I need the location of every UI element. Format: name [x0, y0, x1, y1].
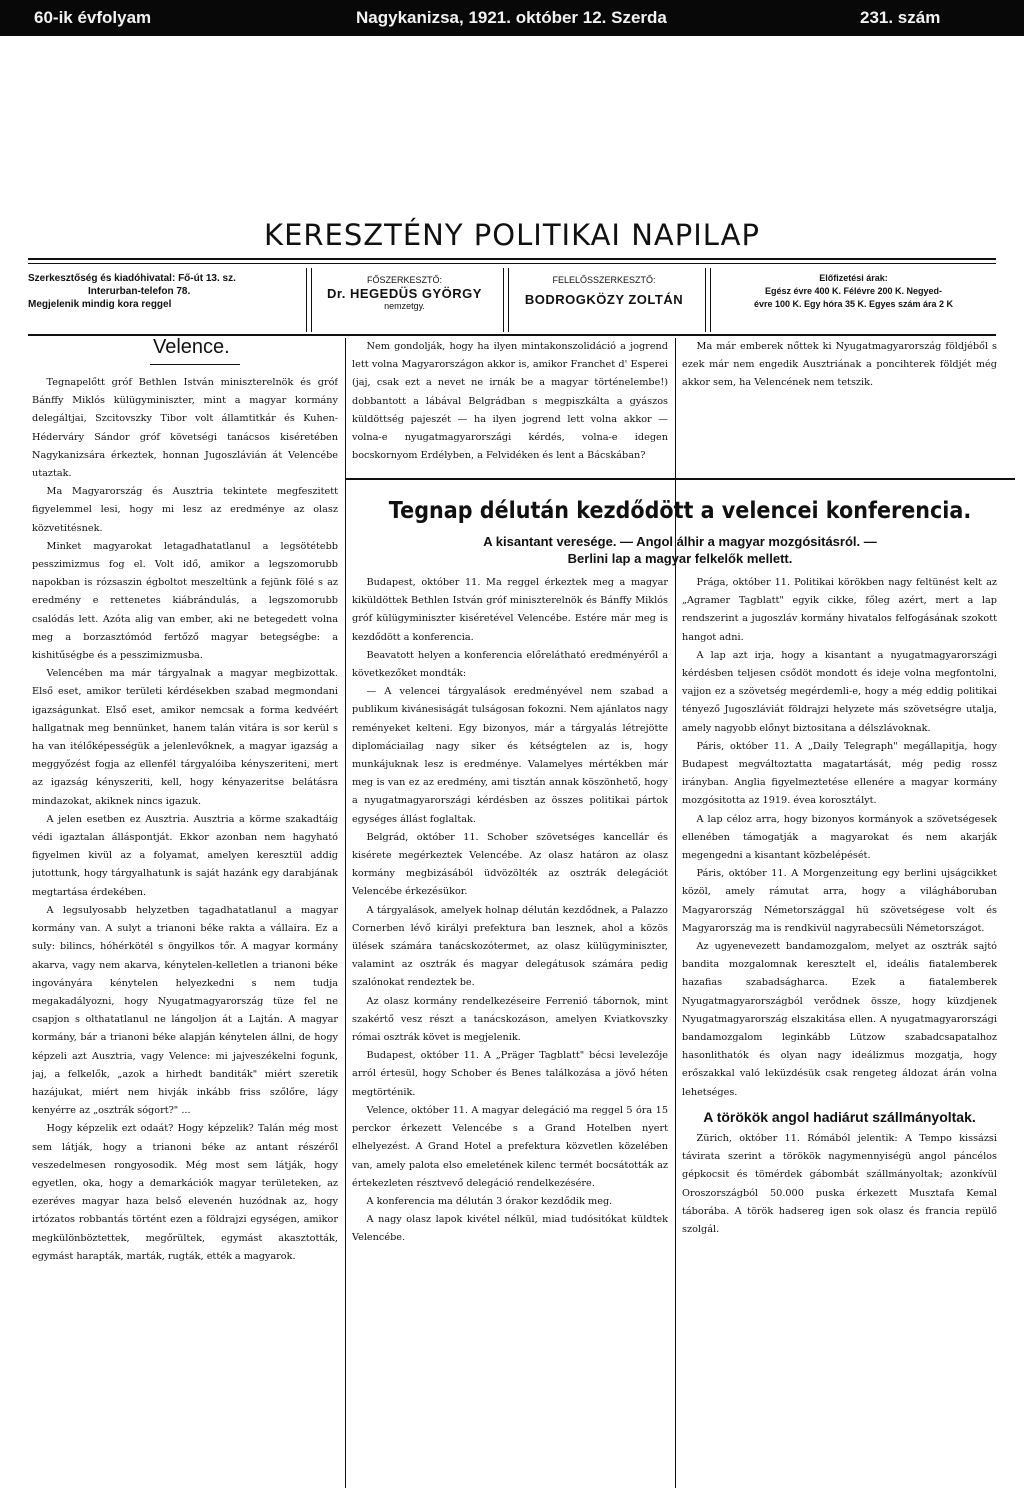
article-paragraph: Zürich, október 11. Rómából jelentik: A Tempo kissázsi távirata szerint a törökök nagymennyiségü angol páncélos gépkocsit és tömérdek gábombát szállmányoltak; azonkívül Oroszországból 50.000 puska érkezett Musztafa Kemal táborába. A török hadsereg igen sok olasz és francia repülő szolgál.: [682, 1132, 997, 1235]
conference-headline: Tegnap délután kezdődött a velencei konferencia.: [388, 498, 972, 524]
article-paragraph: A lap azt irja, hogy a kisantant a nyugatmagyarországi kérdésben teljesen csődöt mondott és ideje volna megfontolni, vajjon ez a szövetség megérdemli-e, hogy a még eddig politikai tényező Jugoszláviát földrajzi helyzete más szövetségre utalja, amely nagyobb előnyt biztositana a délszlávoknak.: [682, 649, 997, 734]
column-1: [32, 374, 338, 1489]
office-publication: Megjelenik mindig kora reggel: [28, 299, 172, 310]
velence-heading: Velence.: [153, 336, 230, 358]
dateline: Nagykanizsa, 1921. október 12. Szerda: [356, 8, 667, 27]
article-paragraph: Az olasz kormány rendelkezéseire Ferrenió tábornok, mint szakértő vesz részt a tanácskozáson, amelyen Kviatkovszky római osztrák követ is megjelenik.: [352, 995, 668, 1044]
chief-editor-name: Dr. HEGEDÜS GYÖRGY: [327, 286, 482, 301]
article-paragraph: Az ugyenevezett bandamozgalom, melyet az osztrák sajtó bandita mozgalomnak keresztelt el, ideális fiatalemberek hazafias szabadságharca. Ezek a fiatalemberek Nyugatmagyarországból verődnek össze, hogy küzdjenek Nyugatmagyarország elszakitása ellen. A nyugatmagyarországi bandamozgalom leginkább Lützow szabadcsapatalhoz hasonlithatók és olyan nagy ideálizmus mozgatja, hogy erőszakkal való leküzdésük csak rengeteg áldozat árán volna lehetséges.: [682, 941, 997, 1098]
turkish-headline: A törökök angol hadiárut szállmányoltak.: [703, 1108, 976, 1125]
article-paragraph: Páris, október 11. A Morgenzeitung egy berlini ujságcikket közöl, amely rámutat arra, hogy a világháboruban Magyarország Németországgal hü szövetségese volt és Magyarország ma is rendkivül nagyrabecsüli Németországot.: [682, 868, 997, 934]
article-paragraph: Belgrád, október 11. Schober szövetséges kancellár és kisérete megérkeztek Velencébe. Az olasz határon az olasz kormány megbizásából üdvözölték az osztrák delegációt Velencébe érkezésükor.: [352, 831, 668, 898]
article-paragraph: Budapest, október 11. A „Präger Tagblatt" bécsi levelezője arról értesül, hogy Schober és Benes találkozása a jövő héten megtörténik.: [352, 1050, 668, 1098]
article-paragraph: Hogy képzelik ezt odaát? Hogy képzelik? Talán még most sem látják, hogy a trianoni béke az antant részéről veszedelmesen rongyosodik. Még most sem látják, hogy egyetlen, oka, hogy a demarkációk magyar területeken, az ezeréves magyar haza belső elevenén huzódnak az, hogy irtózatos robbantás történt ezen a földrajzi egységen, amikor megkülönböztettek, megőrültek, egymást akasztották, egymást harapták, marták, rugták, ették a magyarok.: [32, 1123, 338, 1262]
conference-subheading-2: Berlini lap a magyar felkelők mellett.: [567, 551, 793, 566]
article-paragraph: A jelen esetben ez Ausztria. Ausztria a körme szakadtáig védi igaztalan álláspontját. Ekkor azonban nem hagyható figyelmen kivül az a folyamat, amelyen keresztül addig jutottunk, hogy tárgyalhatunk is saját hazánk egy darabjának megtartása érdekében.: [32, 813, 338, 898]
article-paragraph: A konferencia ma délután 3 órakor kezdődik meg.: [366, 1195, 613, 1207]
article-paragraph: Tegnapelőtt gróf Bethlen István miniszterelnök és gróf Bánffy Miklós külügyminiszter, mint a magyar kormány delegáltjai, Szcitovszky Tibor volt államtitkár és Kuhen-Héderváry Sándor gróf követségi tanácsos kiséretében Nagykanizsára érkeztek, honnan Jugoszlávián át Velencébe utaztak.: [32, 377, 338, 480]
article-paragraph: Beavatott helyen a konferencia előrelátható eredményéről a következőket mondták:: [352, 649, 668, 680]
office-address: Szerkesztőség és kiadóhivatal: Fő-út 13. sz.: [28, 273, 236, 284]
velence-heading-rule: [150, 364, 240, 365]
article-paragraph: Páris, október 11. A „Daily Telegraph" megállapitja, hogy Budapest megváltoztatta magatartását, még pedig rossz irányban. Anglia figyelmeztetése ellenére a magyar kormány mozgósitotta az 1919. évea korosztályt.: [682, 740, 997, 807]
article-paragraph: Ma Magyarország és Ausztria tekintete megfeszitett figyelemmel lesi, hogy mi lesz az eredménye az olasz közvetitésnek.: [32, 486, 338, 534]
article-paragraph: — A velencei tárgyalások eredményével nem szabad a publikum kivánesiságát tulságosan fokozni. Nem ajánlatos nagy reményeket kelteni. Egy bizonyos, már a tárgyalás létrejötte diplomáciailag nagy siker és kétségtelen az is, hogy munkájuknak lesz is eredménye. Valamelyes mértékben már meg is van ez az eredmény, ami tisztán annak köszönhető, hogy a nyugatmagyarországi kérdésben az összes politikai pártok egységes állást foglaltak.: [352, 686, 668, 825]
article-paragraph: A lap céloz arra, hogy bizonyos kormányok a szövetségesek ellenében támogatják a magyarokat és nem akarják megengedni a kisantant közbelépését.: [682, 813, 997, 862]
responsible-editor-title: FELELŐSSZERKESZTŐ:: [552, 275, 656, 285]
column-rule-1: [345, 338, 346, 1488]
masthead-rule-thin: [28, 263, 996, 264]
masthead-title: KERESZTÉNY POLITIKAI NAPILAP: [264, 218, 760, 252]
responsible-editor-box: [509, 268, 699, 332]
article-paragraph: Minket magyarokat letagadhatatlanul a legsötétebb pesszimizmus fog el. Volt idő, amikor a legszomorubb napokban is rózsaszin égboltot meszeltünk a fejünk fölé s az eredmény e rettenetes kiábrándulás, a legszomorubb csalódás lett. Azóta alig van ember, aki ne betegedett volna meg a borzasztómód fertőző magyar betegségbe: a kishitűségbe és a pesszimizmusba.: [32, 540, 338, 662]
article-paragraph: A nagy olasz lapok kivétel nélkül, miad tudósitókat küldtek Velencébe.: [352, 1214, 668, 1244]
column-3-top: [682, 338, 997, 472]
article-paragraph: Prága, október 11. Politikai körökben nagy feltünést kelt az „Agramer Tagblatt" egyik cikke, főleg azért, mert a lap rendszerint a jugoszláv kormány hivatalos felfogásának szokott hangot adni.: [682, 577, 997, 643]
chief-editor-note: nemzetgy.: [384, 301, 425, 311]
chief-editor-box: [312, 268, 497, 332]
issue-number: 231. szám: [860, 8, 941, 27]
top-banner: [0, 0, 1024, 36]
column-2-top: [352, 338, 668, 472]
article-paragraph: Velencében ma már tárgyalnak a magyar megbizottak. Első eset, amikor területi kérdésekben szabad megmondani igazságunkat. Első eset, amikor nemcsak a forma kedvéért hallgatnak meg bennünket, hanem talán vitára is sor kerül s ha van itélőképességük a jelenlevőknek, a magyar igazság a meggyőzést fogja az ellenfél tárgyalóiba kényszeriteni, mert az igazság kényszeriti, kell, hogy kényazeritse belátásra mindazokat, akiknek nincs igazuk.: [32, 668, 338, 807]
subscription-title: Előfizetési árak:: [819, 273, 888, 283]
article-paragraph: A legsulyosabb helyzetben tagadhatatlanul a magyar kormány van. A sulyt a trianoni béke rakta a vállaira. Ez a suly: bilincs, hóhérkötél s öngyilkos tőr. A magyar kormány akarva, vagy nem akarva, kénytelen-kelletlen a trianoni béke ingoványára kénytelen helyezkedni s nem tudja megakadályozni, hogy Nyugatmagyarország tüze fel ne csapjon s olthatatlanul ne lángoljon át a Lajtán. A magyar kormány, bár a trianoni béke alapján kénytelen állni, de hogy képzeli azt Ausztria, vagy Velence: mi jajveszékelni fogunk, jaj, a felkelők, „azok a hirhedt banditák" miért szeretik hazájukat, miért nem hivják inkább friss szőlőre, lágy kenyérre az „osztrák sógort?" ...: [32, 904, 338, 1117]
article-paragraph: Nem gondolják, hogy ha ilyen mintakonszolidáció a jogrend lett volna Magyarországon akkor is, amikor Franchet d' Esperei (jaj, csak ezt a nevet ne irnák be a magyar történelembe!) dobbantott a lábával Belgrádban s megpiszkálta a gyászos küldöttség pajeszét — ha ilyen jogrend lett volna akkor — volna-e nyugatmagyarországi kérdés, volna-e idegen bocskornyom Erdélyben, a Felvidéken és lent a Bácskában?: [352, 341, 668, 462]
subscription-prices-1: Egész évre 400 K. Félévre 200 K. Negyed-: [764, 286, 943, 296]
responsible-editor-name: BODROGKÖZY ZOLTÁN: [524, 292, 684, 307]
article-paragraph: Budapest, október 11. Ma reggel érkeztek meg a magyar kiküldöttek Bethlen István gróf miniszterelnök és Bánffy Miklós gróf külügyminiszter kiséretével Velencébe. Estére már meg is kezdődött a konferencia.: [352, 577, 668, 643]
office-info: [28, 268, 300, 332]
subscription-prices-2: évre 100 K. Egy hóra 35 K. Egyes szám ára 2 K: [753, 299, 954, 309]
article-paragraph: Velence, október 11. A magyar delegáció ma reggel 5 óra 15 perckor érkezett Velencébe s a Grand Hotelben nyert elhelyezést. A Grand Hotel a prefektura közvetlen közelében van, amely palota elso emeletének kilenc termét bocsátották az értekezleten résztvevő delegáció rendelkezésére.: [352, 1104, 668, 1189]
volume-label: 60-ik évfolyam: [34, 8, 152, 27]
column-3-lower: [682, 574, 997, 1489]
chief-editor-title: FŐSZERKESZTŐ:: [366, 275, 442, 285]
subscription-box: [711, 268, 996, 332]
column-2-lower: [352, 574, 668, 1489]
article-paragraph: A tárgyalások, amelyek holnap délután kezdődnek, a Palazzo Cornerben lévő királyi prefektura ban lesznek, ahol a közös ülések számára tanácskozótermet, az olasz külügyminiszter, valamint az osztrák és magyar delegátusok számára pedig szalónokat rendeztek be.: [352, 904, 668, 989]
office-phone: Interurban-telefon 78.: [88, 286, 191, 297]
conference-rule: [345, 478, 1015, 480]
conference-subheading-1: A kisantant veresége. — Angol álhir a magyar mozgósitásról. —: [483, 534, 877, 549]
masthead-rule: [28, 258, 996, 260]
article-paragraph: Ma már emberek nőttek ki Nyugatmagyarország földjéből s ezek már nem engedik Ausztriának a poncihterek földjét még akkor sem, ha Velencének nem tetszik.: [682, 341, 997, 389]
